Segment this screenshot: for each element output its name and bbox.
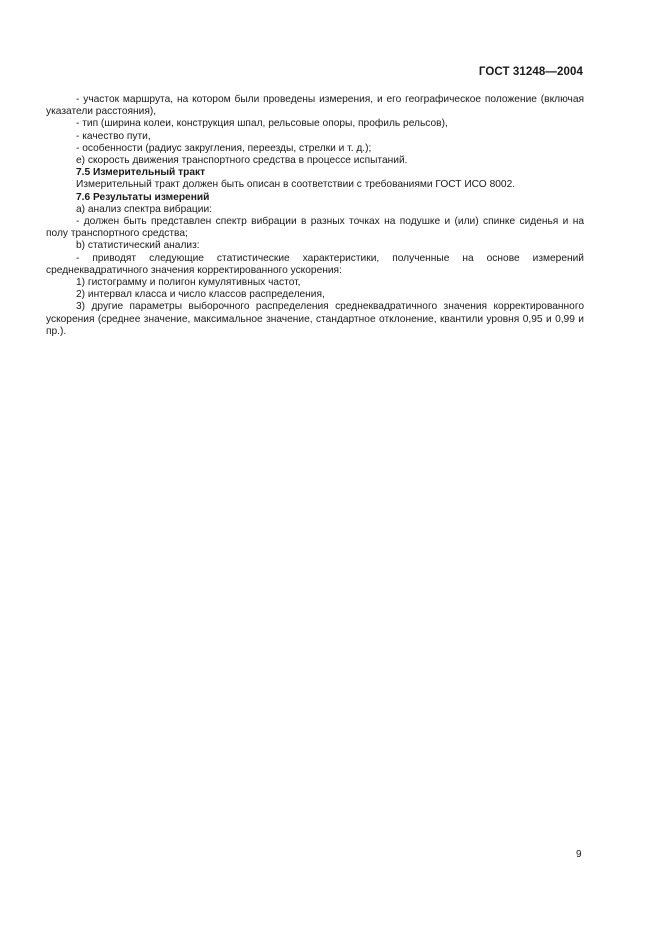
list-item-other-parameters: 3) другие параметры выборочного распределения среднеквадратичного значения корректированного ускорения (среднее значение, максимальное значение, стандартное отклонение, квантили уровня 0,95 и 0,99 и пр.). (46, 301, 584, 337)
paragraph-track-type: - тип (ширина колеи, конструкция шпал, рельсовые опоры, профиль рельсов), (76, 118, 448, 130)
paragraph-spectrum-analysis: а) анализ спектра вибрации: (76, 203, 212, 215)
list-item-histogram: 1) гистограмму и полигон кумулятивных частот, (76, 277, 301, 289)
document-body (46, 94, 584, 338)
section-heading-7-5: 7.5 Измерительный тракт (76, 167, 206, 179)
document-code: ГОСТ 31248—2004 (478, 66, 583, 78)
paragraph-features: - особенности (радиус закругления, переезды, стрелки и т. д.); (76, 142, 372, 154)
section-heading-7-6: 7.6 Результаты измерений (76, 191, 210, 203)
paragraph-route-section: - участок маршрута, на котором были проведены измерения, и его географическое положение (включая указатели расстояния), (46, 94, 584, 118)
paragraph-statistics-list: - приводят следующие статистические характеристики, полученные на основе измерений среднеквадратичного значения корректированного ускорения: (46, 252, 584, 276)
list-item-class-interval: 2) интервал класса и число классов распределения, (76, 289, 325, 301)
paragraph-statistical-analysis: b) статистический анализ: (76, 240, 200, 252)
paragraph-track-quality: - качество пути, (76, 130, 151, 142)
page-number: 9 (576, 849, 582, 860)
paragraph-spectrum-points: - должен быть представлен спектр вибрации в разных точках на подушке и (или) спинке сиденья и на полу транспортного средства; (46, 216, 584, 240)
paragraph-measurement-chain: Измерительный тракт должен быть описан в соответствии с требованиями ГОСТ ИСО 8002. (76, 179, 516, 191)
paragraph-vehicle-speed: е) скорость движения транспортного средства в процессе испытаний. (76, 155, 408, 167)
